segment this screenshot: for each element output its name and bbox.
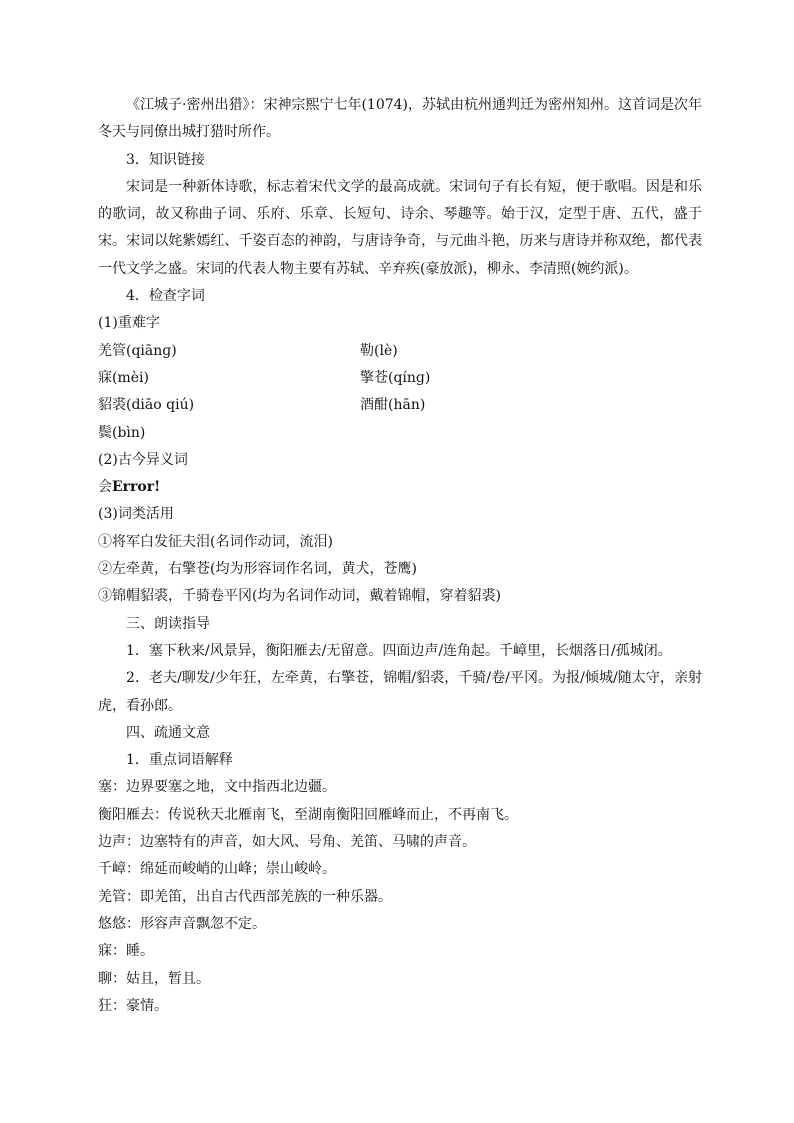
part-heading-meaning: 四、疏通文意 — [126, 724, 210, 741]
error-text: Error! — [112, 479, 161, 496]
error-line — [98, 474, 702, 501]
char-entry: 擎苍(qínɡ) — [360, 369, 431, 386]
term-item: 衡阳雁去：传说秋天北雁南飞，至湖南衡阳回雁峰而止，不再南飞。 — [98, 806, 518, 823]
char-entry: 勒(lè) — [360, 342, 398, 359]
subheading-key-terms: 1．重点词语解释 — [126, 752, 233, 769]
char-entry: 酒酣(hān) — [360, 397, 426, 414]
char-entry: 貂裘(diāo qiú) — [98, 397, 195, 414]
intro-paragraph: 《江城子·密州出猎》：宋神宗熙宁七年(1074)，苏轼由杭州通判迁为密州知州。这首词是次年冬天与同僚出城打猎时所作。 — [98, 97, 703, 141]
term-item: 寐：睡。 — [98, 943, 154, 960]
term-item: 塞：边界要塞之地，文中指西北边疆。 — [98, 779, 336, 796]
section-heading-check-words: 4．检查字词 — [126, 288, 205, 305]
usage-item: ②左牵黄，右擎苍(均为形容词作名词，黄犬，苍鹰) — [98, 561, 417, 578]
term-item: 悠悠：形容声音飘忽不定。 — [98, 915, 266, 932]
char-row — [98, 338, 702, 365]
char-entry: 寐(mèi) — [98, 369, 149, 386]
usage-item: ①将军白发征夫泪(名词作动词，流泪) — [98, 533, 333, 550]
char-entry: 羌管(qiānɡ) — [98, 342, 177, 359]
term-item: 羌管：即羌笛，出自古代西部羌族的一种乐器。 — [98, 888, 392, 905]
term-item: 聊：姑且，暂且。 — [98, 970, 210, 987]
section-heading-knowledge-link: 3．知识链接 — [126, 151, 205, 168]
term-item: 千嶂：绵延而峻峭的山峰；崇山峻岭。 — [98, 861, 336, 878]
document-body — [98, 92, 702, 1020]
subheading-ancient-modern: (2)古今异义词 — [98, 451, 188, 468]
term-item: 边声：边塞特有的声音，如大风、号角、羌笛、马啸的声音。 — [98, 834, 476, 851]
char-row — [98, 365, 702, 392]
error-prefix: 会 — [98, 479, 112, 496]
subheading-difficult-chars: (1)重难字 — [98, 315, 160, 332]
usage-item: ③锦帽貂裘，千骑卷平冈(均为名词作动词，戴着锦帽，穿着貂裘) — [98, 588, 501, 605]
subheading-word-class: (3)词类活用 — [98, 506, 174, 523]
term-item: 狂：豪情。 — [98, 997, 168, 1014]
knowledge-link-paragraph: 宋词是一种新体诗歌，标志着宋代文学的最高成就。宋词句子有长有短，便于歌唱。因是和乐的歌词，故又称曲子词、乐府、乐章、长短句、诗余、琴趣等。始于汉，定型于唐、五代，盛于宋。宋词以姹紫嫣红、千姿百态的神韵，与唐诗争奇，与元曲斗艳，历来与唐诗并称双绝，都代表一代文学之盛。宋词的代表人物主要有苏轼、辛弃疾(豪放派)，柳永、李清照(婉约派)。 — [98, 178, 702, 277]
part-heading-reading-guide: 三、朗读指导 — [126, 615, 210, 632]
char-entry: 鬓(bìn) — [98, 424, 146, 441]
reading-line: 2．老夫/聊发/少年狂，左牵黄，右擎苍，锦帽/貂裘，千骑/卷/平冈。为报/倾城/随太守，亲射虎，看孙郎。 — [98, 670, 702, 714]
char-row — [98, 392, 702, 419]
reading-line: 1．塞下秋来/风景异，衡阳雁去/无留意。四面边声/连角起。千嶂里，长烟落日/孤城闭。 — [126, 642, 672, 659]
